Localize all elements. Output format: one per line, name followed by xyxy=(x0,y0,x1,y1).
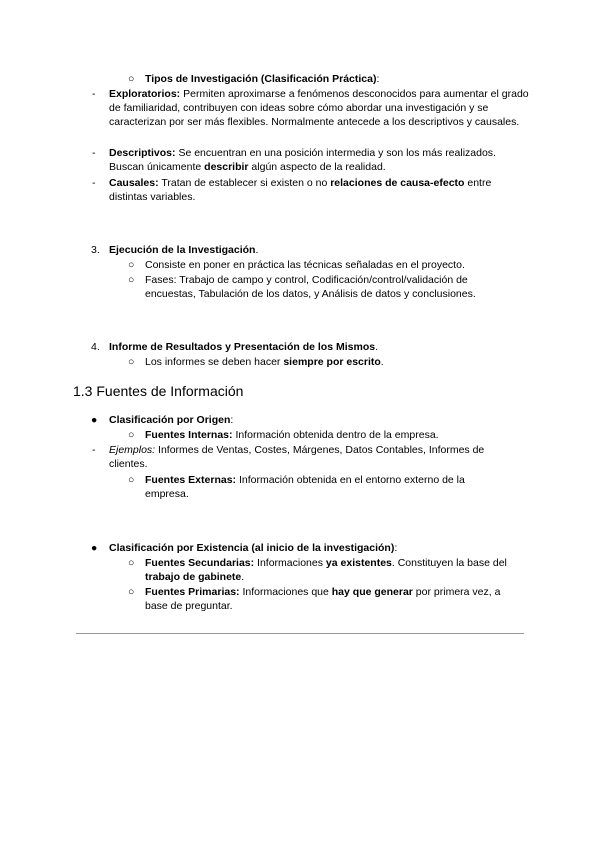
ejecucion-bullet-1: Consiste en poner en práctica las técnicas señaladas en el proyecto. xyxy=(145,259,465,271)
fuentes-secundarias-label: Fuentes Secundarias: xyxy=(145,557,255,569)
informe-bullet-bold: siempre por escrito xyxy=(283,356,381,368)
fuentes-secundarias xyxy=(145,556,530,584)
existencia-title-text: Clasificación por Existencia (al inicio de la investigación) xyxy=(109,542,395,554)
circle-bullet-icon: ○ xyxy=(128,274,135,286)
list-item-causales xyxy=(109,176,519,204)
circle-bullet-icon: ○ xyxy=(128,356,135,368)
exploratorios-label: Exploratorios: xyxy=(109,88,181,100)
dash-marker: - xyxy=(92,88,96,100)
causales-text-a: Tratan de establecer si existen o no xyxy=(158,177,331,189)
dash-marker: - xyxy=(92,177,96,189)
fuentes-primarias-bold: hay que generar xyxy=(331,586,413,598)
circle-bullet-icon: ○ xyxy=(128,73,135,85)
informe-bullet-text-b: . xyxy=(380,356,384,368)
tipos-heading-text: Tipos de Investigación (Clasificación Práctica) xyxy=(145,73,377,85)
descriptivos-text-b: algún aspecto de la realidad. xyxy=(248,161,386,173)
causales-text-b: entre distintas variables. xyxy=(109,177,492,203)
fuentes-secundarias-text-b: . Constituyen la base del xyxy=(391,557,507,569)
exploratorios-text: Permiten aproximarse a fenómenos desconocidos para aumentar el grado de familiaridad, contribuyen con ideas sobre cómo abordar una investigación y se caracterizan por ser más flexibles. Normalmente antecede a los descriptivos y causales. xyxy=(109,88,529,128)
ejemplos-text: Informes de Ventas, Costes, Márgenes, Datos Contables, Informes de clientes. xyxy=(109,444,485,470)
circle-bullet-icon: ○ xyxy=(128,557,135,569)
list-item-descriptivos xyxy=(109,146,524,174)
informe-bullet xyxy=(145,355,384,369)
horizontal-rule xyxy=(76,633,524,634)
fuentes-secundarias-text-a: Informaciones xyxy=(254,557,326,569)
list-number: 4. xyxy=(91,341,100,353)
fuentes-secundarias-bold: ya existentes xyxy=(325,557,392,569)
list-number: 3. xyxy=(91,244,100,256)
tipos-heading xyxy=(145,72,379,86)
ejecucion-title-text: Ejecución de la Investigación xyxy=(109,244,256,256)
fuentes-internas-text: Información obtenida dentro de la empresa. xyxy=(232,429,439,441)
fuentes-primarias-label: Fuentes Primarias: xyxy=(145,586,240,598)
existencia-title xyxy=(109,541,397,555)
origen-title-text: Clasificación por Origen xyxy=(109,414,231,426)
circle-bullet-icon: ○ xyxy=(128,586,135,598)
informe-bullet-text-a: Los informes se deben hacer xyxy=(145,356,284,368)
circle-bullet-icon: ○ xyxy=(128,474,135,486)
tipos-heading-end: : xyxy=(376,73,380,85)
ejecucion-title xyxy=(109,243,258,257)
dash-marker: - xyxy=(92,444,96,456)
disc-bullet-icon: ● xyxy=(91,542,98,554)
informe-title-text: Informe de Resultados y Presentación de los Mismos xyxy=(109,341,376,353)
origen-title-end: : xyxy=(230,414,234,426)
section-heading: 1.3 Fuentes de Información xyxy=(73,383,244,399)
descriptivos-label: Descriptivos: xyxy=(109,147,176,159)
list-item-exploratorios xyxy=(109,87,529,129)
ejecucion-bullet-2: Fases: Trabajo de campo y control, Codificación/control/validación de encuestas, Tabulación de los datos, y Análisis de datos y conclusiones. xyxy=(145,274,476,300)
ejemplos-label: Ejemplos: xyxy=(109,444,156,456)
causales-label: Causales: xyxy=(109,177,159,189)
descriptivos-text-a: Se encuentran en una posición intermedia y son los más realizados. Buscan únicamente xyxy=(109,147,496,173)
fuentes-externas-text: Información obtenida en el entorno externo de la empresa. xyxy=(145,474,465,500)
circle-bullet-icon: ○ xyxy=(128,429,135,441)
origen-title xyxy=(109,413,233,427)
ejemplos-item xyxy=(109,443,509,471)
circle-bullet-icon: ○ xyxy=(128,259,135,271)
fuentes-internas-label: Fuentes Internas: xyxy=(145,429,233,441)
disc-bullet-icon: ● xyxy=(91,414,98,426)
fuentes-primarias-text-b: por primera vez, a base de preguntar. xyxy=(145,586,501,612)
fuentes-secundarias-text-c: . xyxy=(241,571,245,583)
ejecucion-title-end: . xyxy=(255,244,259,256)
informe-title-end: . xyxy=(375,341,378,353)
causales-bold: relaciones de causa-efecto xyxy=(330,177,465,189)
existencia-title-end: : xyxy=(394,542,398,554)
dash-marker: - xyxy=(92,147,96,159)
fuentes-primarias xyxy=(145,585,525,613)
informe-title xyxy=(109,340,378,354)
fuentes-internas xyxy=(145,428,439,442)
descriptivos-bold: describir xyxy=(204,161,249,173)
fuentes-secundarias-bold-2: trabajo de gabinete xyxy=(145,571,242,583)
fuentes-externas xyxy=(145,473,490,501)
fuentes-externas-label: Fuentes Externas: xyxy=(145,474,237,486)
fuentes-primarias-text-a: Informaciones que xyxy=(239,586,332,598)
